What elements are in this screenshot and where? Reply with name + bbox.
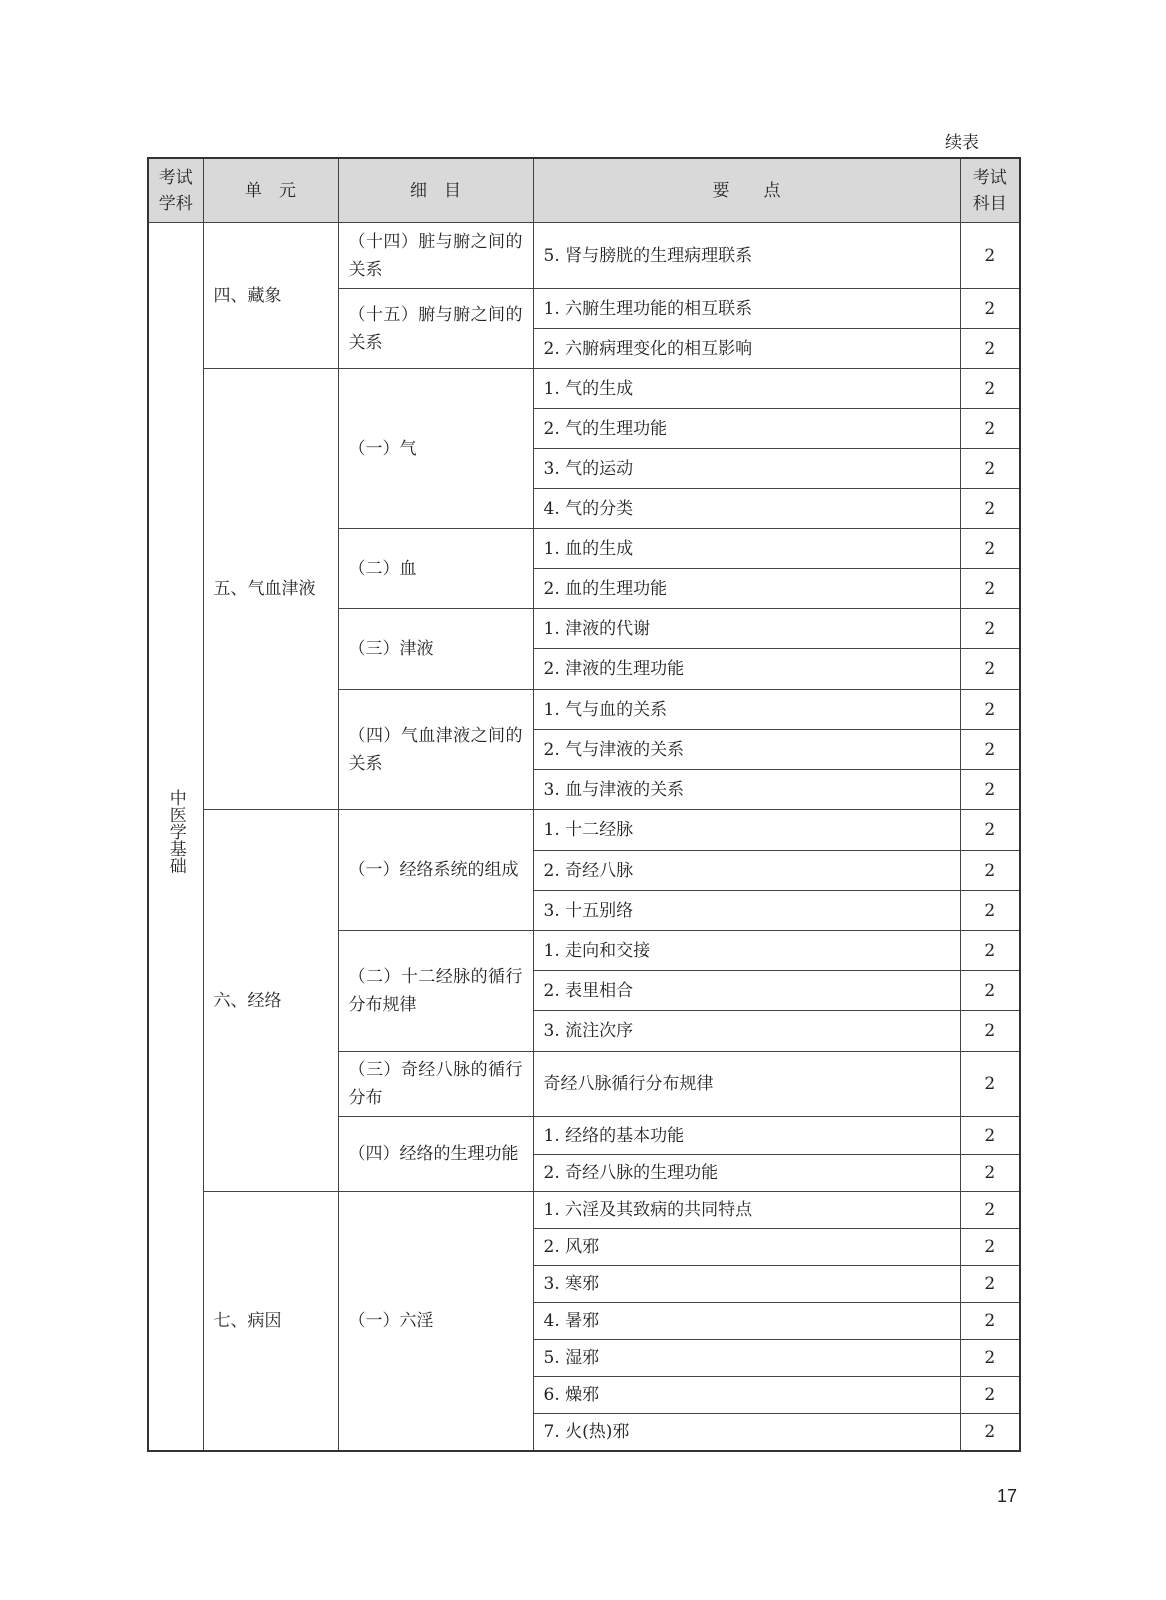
exam-cell: 2 xyxy=(960,649,1020,690)
subject-cell xyxy=(148,223,203,1451)
point-cell: 1. 六腑生理功能的相互联系 xyxy=(533,289,960,329)
page-number: 17 xyxy=(997,1486,1018,1506)
point-cell: 3. 流注次序 xyxy=(533,1011,960,1052)
exam-cell: 2 xyxy=(960,1192,1020,1229)
detail-cell: （四）气血津液之间的关系 xyxy=(338,690,533,810)
point-cell: 2. 奇经八脉的生理功能 xyxy=(533,1155,960,1192)
exam-cell: 2 xyxy=(960,1011,1020,1052)
header-row xyxy=(148,158,1020,223)
point-cell: 6. 燥邪 xyxy=(533,1377,960,1414)
table-row xyxy=(148,1192,1020,1229)
exam-cell: 2 xyxy=(960,851,1020,891)
point-cell: 4. 气的分类 xyxy=(533,489,960,529)
exam-cell: 2 xyxy=(960,931,1020,971)
exam-cell: 2 xyxy=(960,449,1020,489)
detail-cell: （四）经络的生理功能 xyxy=(338,1117,533,1192)
unit-cell: 七、病因 xyxy=(203,1192,338,1451)
detail-cell: （三）奇经八脉的循行分布 xyxy=(338,1052,533,1117)
exam-cell: 2 xyxy=(960,329,1020,369)
table-row xyxy=(148,810,1020,851)
exam-cell: 2 xyxy=(960,891,1020,931)
subject-label: 中医学基础 xyxy=(165,789,186,875)
point-cell: 2. 风邪 xyxy=(533,1229,960,1266)
exam-cell: 2 xyxy=(960,810,1020,851)
exam-cell: 2 xyxy=(960,1052,1020,1117)
point-cell: 1. 气与血的关系 xyxy=(533,690,960,730)
point-cell: 奇经八脉循行分布规律 xyxy=(533,1052,960,1117)
exam-cell: 2 xyxy=(960,1117,1020,1155)
point-cell: 3. 气的运动 xyxy=(533,449,960,489)
exam-cell: 2 xyxy=(960,1340,1020,1377)
point-cell: 1. 走向和交接 xyxy=(533,931,960,971)
exam-cell: 2 xyxy=(960,489,1020,529)
point-cell: 3. 寒邪 xyxy=(533,1266,960,1303)
exam-cell: 2 xyxy=(960,369,1020,409)
point-cell: 4. 暑邪 xyxy=(533,1303,960,1340)
exam-cell: 2 xyxy=(960,971,1020,1011)
point-cell: 1. 血的生成 xyxy=(533,529,960,569)
header-subject: 考试学科 xyxy=(148,158,203,223)
point-cell: 2. 血的生理功能 xyxy=(533,569,960,609)
unit-cell: 四、藏象 xyxy=(203,223,338,369)
point-cell: 1. 津液的代谢 xyxy=(533,609,960,649)
exam-cell: 2 xyxy=(960,569,1020,609)
point-cell: 2. 气的生理功能 xyxy=(533,409,960,449)
point-cell: 1. 十二经脉 xyxy=(533,810,960,851)
point-cell: 2. 奇经八脉 xyxy=(533,851,960,891)
header-unit: 单 元 xyxy=(203,158,338,223)
point-cell: 2. 表里相合 xyxy=(533,971,960,1011)
exam-cell: 2 xyxy=(960,409,1020,449)
point-cell: 7. 火(热)邪 xyxy=(533,1414,960,1451)
point-cell: 2. 气与津液的关系 xyxy=(533,730,960,770)
table-row xyxy=(148,369,1020,409)
exam-cell: 2 xyxy=(960,289,1020,329)
detail-cell: （十五）腑与腑之间的关系 xyxy=(338,289,533,369)
header-exam: 考试科目 xyxy=(960,158,1020,223)
exam-cell: 2 xyxy=(960,1229,1020,1266)
point-cell: 3. 十五别络 xyxy=(533,891,960,931)
point-cell: 5. 湿邪 xyxy=(533,1340,960,1377)
point-cell: 1. 六淫及其致病的共同特点 xyxy=(533,1192,960,1229)
detail-cell: （二）十二经脉的循行分布规律 xyxy=(338,931,533,1052)
unit-cell: 六、经络 xyxy=(203,810,338,1192)
point-cell: 2. 津液的生理功能 xyxy=(533,649,960,690)
point-cell: 2. 六腑病理变化的相互影响 xyxy=(533,329,960,369)
point-cell: 3. 血与津液的关系 xyxy=(533,770,960,810)
detail-cell: （一）经络系统的组成 xyxy=(338,810,533,931)
exam-cell: 2 xyxy=(960,770,1020,810)
point-cell: 5. 肾与膀胱的生理病理联系 xyxy=(533,223,960,289)
continued-table-label: 续表 xyxy=(945,133,979,153)
point-cell: 1. 经络的基本功能 xyxy=(533,1117,960,1155)
detail-cell: （一）六淫 xyxy=(338,1192,533,1451)
detail-cell: （三）津液 xyxy=(338,609,533,690)
exam-cell: 2 xyxy=(960,730,1020,770)
header-detail: 细 目 xyxy=(338,158,533,223)
exam-cell: 2 xyxy=(960,223,1020,289)
exam-cell: 2 xyxy=(960,1377,1020,1414)
point-cell: 1. 气的生成 xyxy=(533,369,960,409)
syllabus-table xyxy=(147,157,1021,1452)
exam-cell: 2 xyxy=(960,690,1020,730)
header-points: 要 点 xyxy=(533,158,960,223)
exam-cell: 2 xyxy=(960,1303,1020,1340)
unit-cell: 五、气血津液 xyxy=(203,369,338,810)
exam-cell: 2 xyxy=(960,1155,1020,1192)
exam-cell: 2 xyxy=(960,1414,1020,1451)
exam-cell: 2 xyxy=(960,609,1020,649)
exam-cell: 2 xyxy=(960,1266,1020,1303)
detail-cell: （二）血 xyxy=(338,529,533,609)
exam-cell: 2 xyxy=(960,529,1020,569)
table-row xyxy=(148,223,1020,289)
detail-cell: （十四）脏与腑之间的关系 xyxy=(338,223,533,289)
detail-cell: （一）气 xyxy=(338,369,533,529)
